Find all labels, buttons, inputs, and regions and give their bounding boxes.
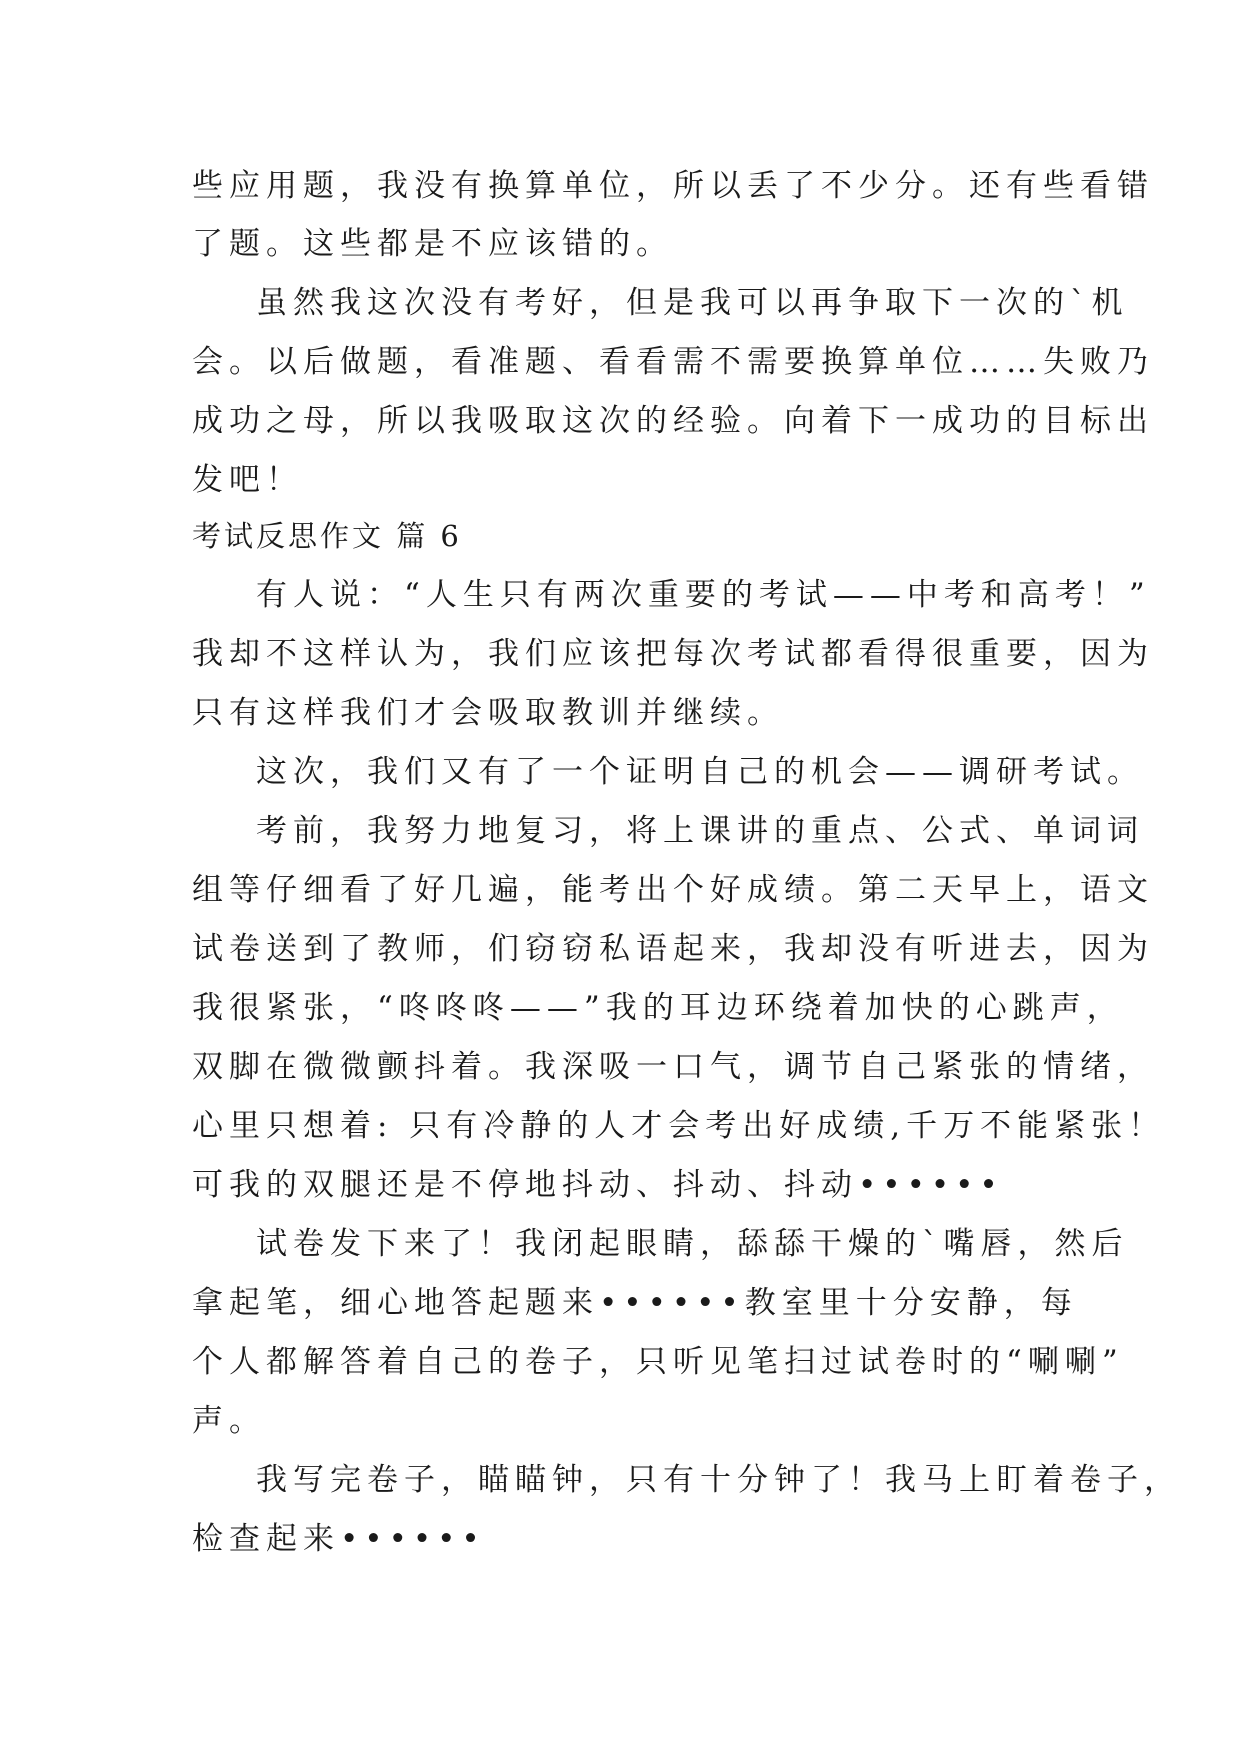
paragraph-line: 考前，我努力地复习，将上课讲的重点、公式、单词词 [256,813,1144,849]
section-heading: 考试反思作文 篇 6 [192,519,462,553]
paragraph-line: 可我的双腿还是不停地抖动、抖动、抖动•••••• [192,1167,1004,1203]
paragraph-line: 双脚在微微颤抖着。我深吸一口气，调节自己紧张的情绪， [192,1049,1154,1085]
paragraph-line: 试卷送到了教师，们窃窃私语起来，我却没有听进去，因为 [192,931,1154,967]
paragraph-line: 拿起笔，细心地答起题来••••••教室里十分安静，每 [192,1285,1078,1321]
paragraph-line: 了题。这些都是不应该错的。 [192,226,673,262]
paragraph-line: 有人说：“人生只有两次重要的考试——中考和高考！” [256,577,1151,613]
paragraph-line: 我写完卷子，瞄瞄钟，只有十分钟了！我马上盯着卷子， [256,1462,1181,1498]
paragraph-line: 我很紧张，“咚咚咚——”我的耳边环绕着加快的心跳声， [192,990,1124,1026]
paragraph-line: 成功之母，所以我吸取这次的经验。向着下一成功的目标出 [192,403,1154,439]
paragraph-line: 检查起来•••••• [192,1521,486,1557]
paragraph-line: 会。以后做题，看准题、看看需不需要换算单位……失败乃 [192,344,1154,380]
paragraph-line: 个人都解答着自己的卷子，只听见笔扫过试卷时的“唰唰” [192,1344,1124,1380]
paragraph-line: 只有这样我们才会吸取教训并继续。 [192,695,784,731]
paragraph-line: 这次，我们又有了一个证明自己的机会——调研考试。 [256,754,1144,790]
paragraph-line: 虽然我这次没有考好，但是我可以再争取下一次的`机 [256,285,1129,321]
paragraph-line: 试卷发下来了！我闭起眼睛，舔舔干燥的`嘴唇，然后 [256,1226,1129,1262]
paragraph-line: 些应用题，我没有换算单位，所以丢了不少分。还有些看错 [192,168,1154,204]
paragraph-line: 发吧！ [192,462,303,498]
paragraph-line: 声。 [192,1403,266,1439]
paragraph-line: 组等仔细看了好几遍，能考出个好成绩。第二天早上，语文 [192,872,1154,908]
paragraph-line: 心里只想着: 只有冷静的人才会考出好成绩,千万不能紧张！ [192,1108,1166,1144]
paragraph-line: 我却不这样认为，我们应该把每次考试都看得很重要，因为 [192,636,1154,672]
